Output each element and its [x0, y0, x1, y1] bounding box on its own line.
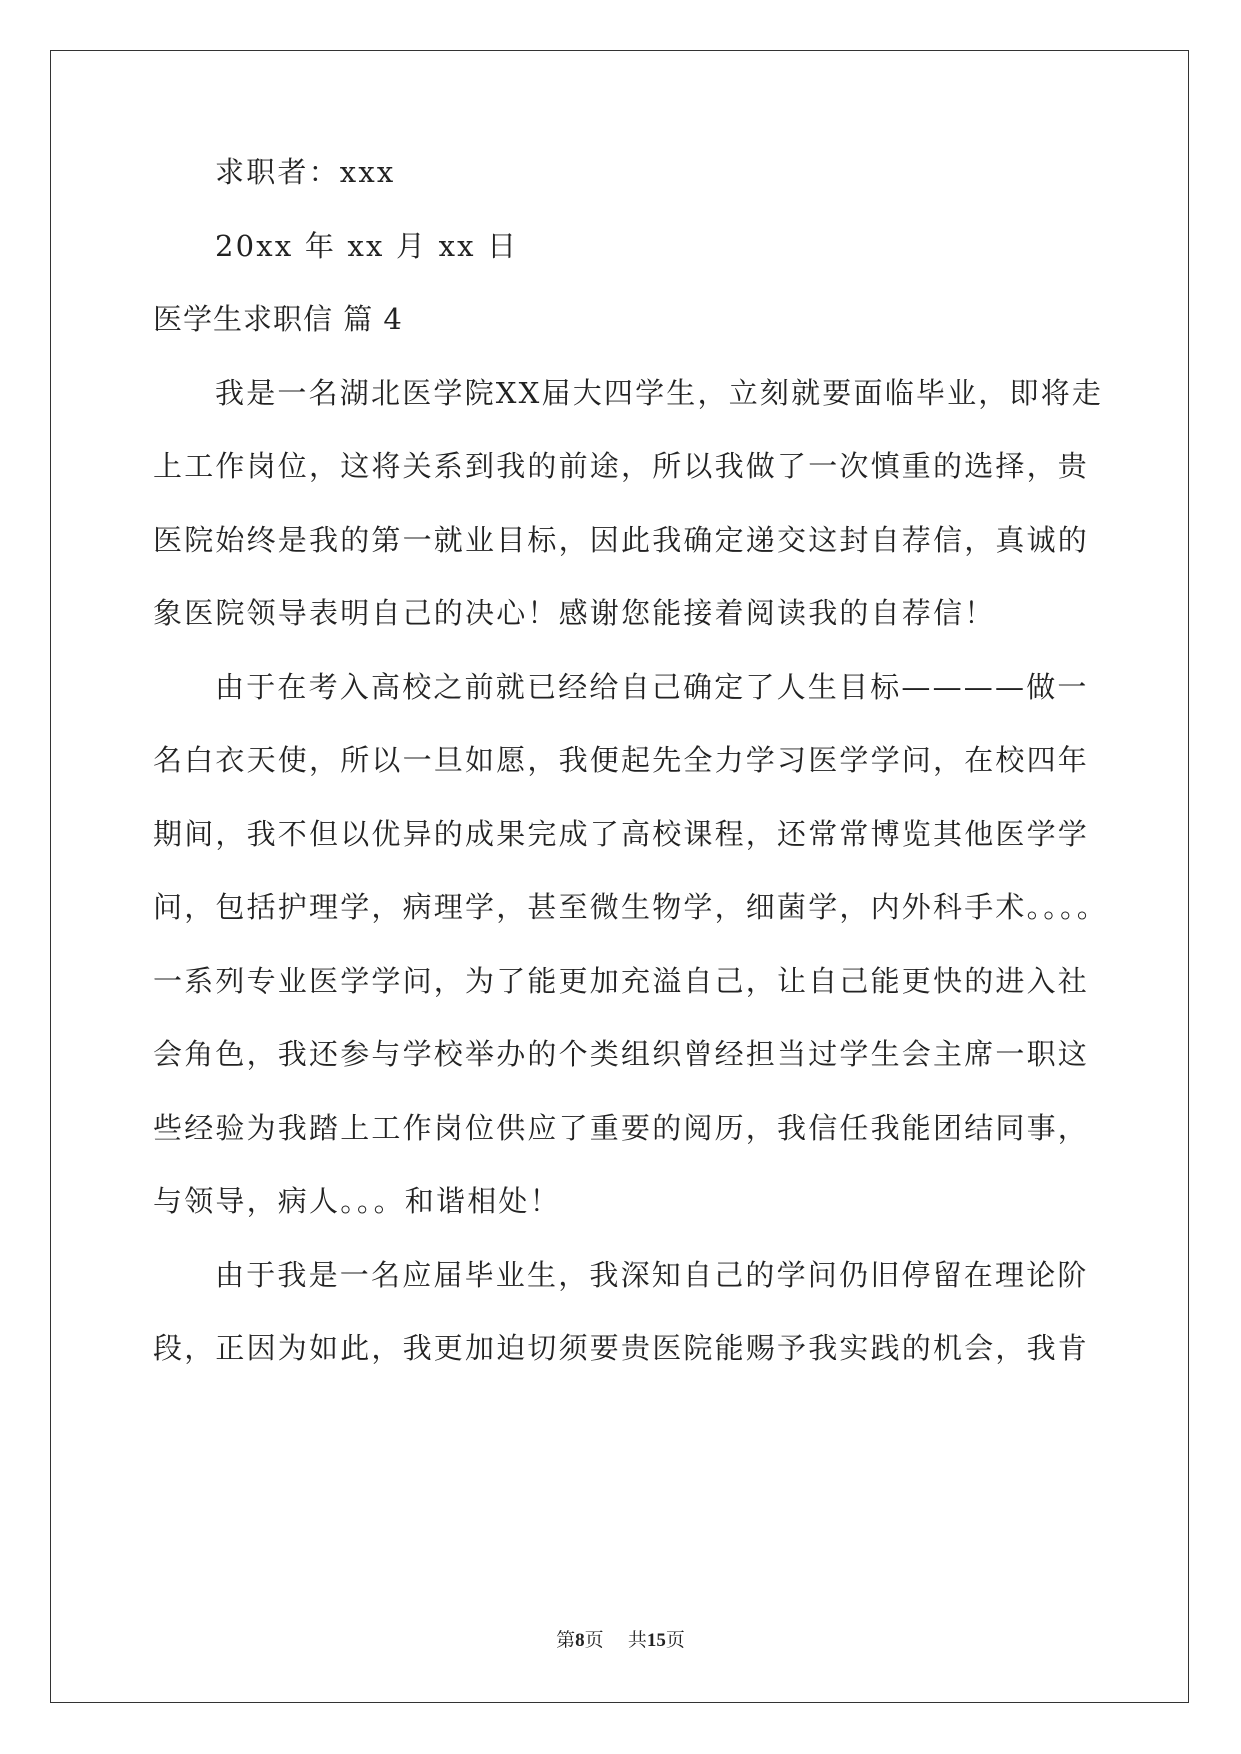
- footer-suffix: 页: [665, 1629, 685, 1651]
- paragraph-line: 我是一名湖北医学院XX届大四学生，立刻就要面临毕业，即将走: [215, 376, 1104, 410]
- paragraph-line: 上工作岗位，这将关系到我的前途，所以我做了一次慎重的选择，贵: [153, 449, 1090, 483]
- paragraph-line: 医院始终是我的第一就业目标，因此我确定递交这封自荐信，真诚的: [153, 523, 1090, 557]
- paragraph-line: 一系列专业医学学问，为了能更加充溢自己，让自己能更快的进入社: [153, 964, 1090, 998]
- paragraph-line: 段，正因为如此，我更加迫切须要贵医院能赐予我实践的机会，我肯: [153, 1331, 1090, 1365]
- page-border: [50, 50, 1189, 1703]
- paragraph-line: 问，包括护理学，病理学，甚至微生物学，细菌学，内外科手术。。。。: [153, 890, 1108, 924]
- current-page-number: 8: [575, 1630, 585, 1651]
- letter-date: 20xx 年 xx 月 xx 日: [215, 229, 519, 263]
- paragraph-line: 象医院领导表明自己的决心！感谢您能接着阅读我的自荐信！: [153, 596, 996, 630]
- paragraph-line: 期间，我不但以优异的成果完成了高校课程，还常常博览其他医学学: [153, 817, 1090, 851]
- page-number-footer: [0, 1628, 1241, 1653]
- paragraph-line: 些经验为我踏上工作岗位供应了重要的阅历，我信任我能团结同事，: [153, 1111, 1090, 1145]
- footer-middle: 页 共: [584, 1629, 647, 1651]
- applicant-signature: 求职者：xxx: [215, 155, 396, 189]
- paragraph-line: 由于我是一名应届毕业生，我深知自己的学问仍旧停留在理论阶: [215, 1258, 1089, 1292]
- paragraph-line: 与领导，病人。。。和谐相处！: [153, 1184, 561, 1218]
- footer-prefix: 第: [556, 1629, 576, 1651]
- paragraph-line: 会角色，我还参与学校举办的个类组织曾经担当过学生会主席一职这: [153, 1037, 1090, 1071]
- section-title: 医学生求职信 篇 4: [153, 302, 403, 336]
- paragraph-line: 由于在考入高校之前就已经给自己确定了人生目标————做一: [215, 670, 1089, 704]
- total-page-number: 15: [646, 1630, 666, 1651]
- paragraph-line: 名白衣天使，所以一旦如愿，我便起先全力学习医学学问，在校四年: [153, 743, 1090, 777]
